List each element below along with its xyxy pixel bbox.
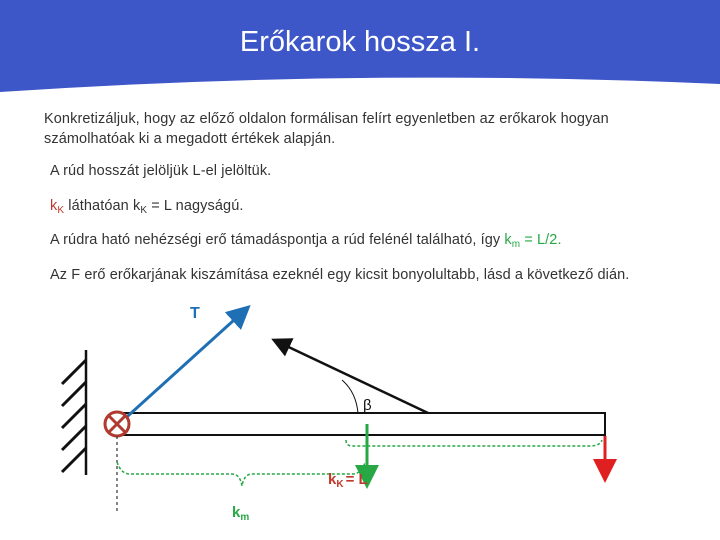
bullet-rod-length: A rúd hosszát jelöljük L-el jelöltük. (50, 163, 272, 179)
label-kk: $k_K = L$ (328, 471, 368, 490)
bullet-force-arm: Az F erő erőkarjának kiszámítása ezeknél egy kicsit bonyolultabb, lásd a következő dián. (50, 267, 630, 283)
rod (117, 413, 605, 435)
kk-brace (346, 440, 602, 446)
kk-symbol: $k_K$ (50, 198, 65, 216)
bullet-kk: $k_K$ láthatóan $k_K = L$ nagyságú. (50, 198, 244, 216)
km-symbol: $k_m = L/2$. (504, 232, 562, 250)
wall (62, 350, 86, 475)
bullet-km: A rúdra ható nehézségi erő támadáspontja a rúd felénél található, így $k_m = L/2$. (50, 232, 562, 250)
lever-diagram (0, 290, 720, 540)
page-title: Erőkarok hossza I. (239, 26, 481, 58)
intro-paragraph: Konkretizáljuk, hogy az előző oldalon formálisan felírt egyenletben az erőkarok hogyan számolhatóak ki a megadott értékek alapján. (44, 111, 609, 147)
label-beta: β (363, 397, 372, 414)
tension-arrow (119, 311, 244, 424)
label-km: $k_m$ (232, 504, 250, 523)
beta-angle-arc (342, 380, 358, 413)
pivot-icon (105, 412, 129, 436)
force-f-arrow (278, 342, 428, 413)
label-t: T (190, 305, 200, 322)
header-curve (0, 62, 720, 102)
